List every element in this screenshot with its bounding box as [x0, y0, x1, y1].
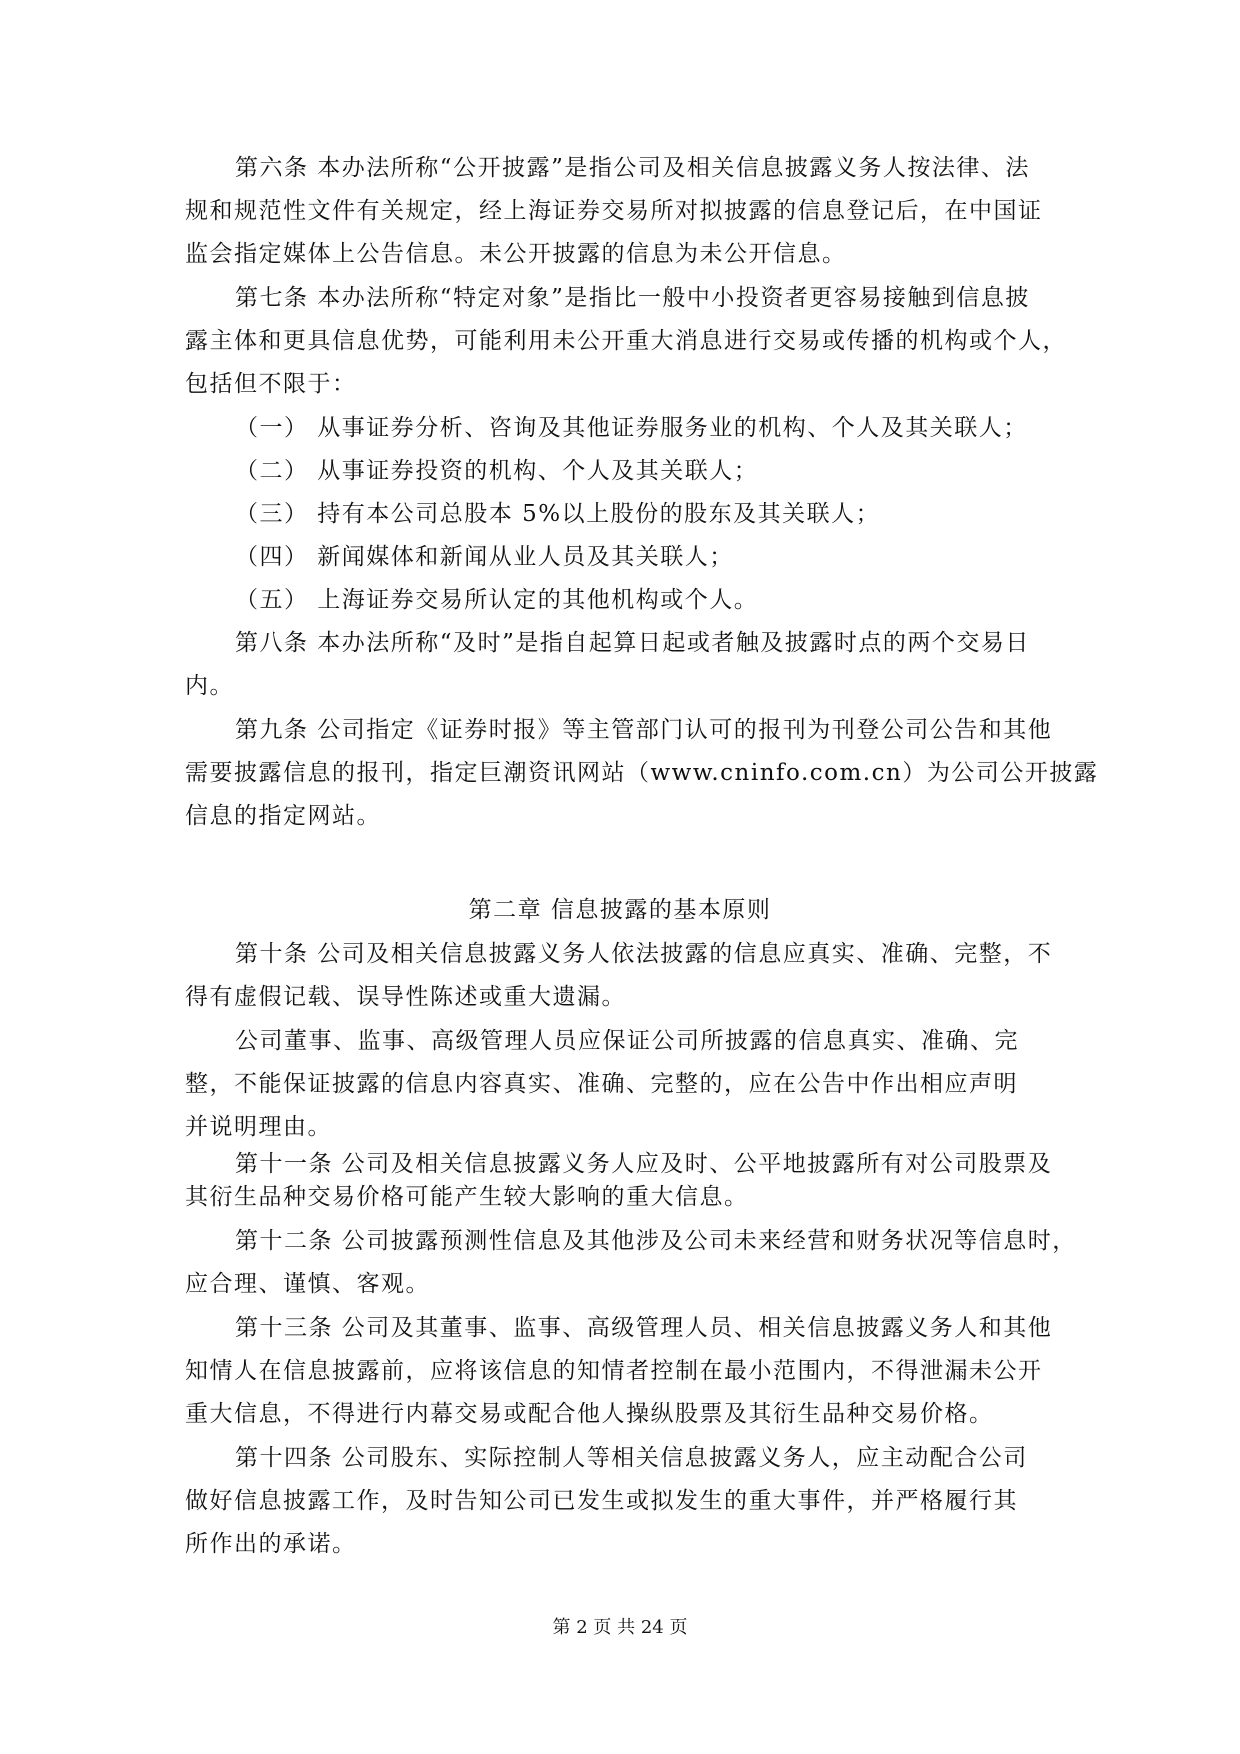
article-13-line: 重大信息，不得进行内幕交易或配合他人操纵股票及其衍生品种交易价格。 — [185, 1401, 994, 1427]
article-11-line: 其衍生品种交易价格可能产生较大影响的重大信息。 — [185, 1184, 749, 1210]
article-8-line: 第八条 本办法所称“及时”是指自起算日起或者触及披露时点的两个交易日 — [235, 630, 1030, 656]
article-14 — [185, 1437, 1028, 1566]
list-item: （三） 持有本公司总股本 5%以上股份的股东及其关联人； — [235, 501, 881, 527]
article-14-line: 所作出的承诺。 — [185, 1531, 357, 1557]
article-10-paragraph-2-line: 公司董事、监事、高级管理人员应保证公司所披露的信息真实、准确、完 — [235, 1028, 1019, 1054]
article-13-line: 知情人在信息披露前，应将该信息的知情者控制在最小范围内，不得泄漏未公开 — [185, 1358, 1043, 1384]
article-10-paragraph-2-line: 并说明理由。 — [185, 1114, 332, 1140]
article-11 — [185, 1148, 1052, 1214]
list-item: （一） 从事证券分析、咨询及其他证券服务业的机构、个人及其关联人； — [235, 415, 1028, 441]
article-9-line: 信息的指定网站。 — [185, 803, 381, 829]
article-12 — [185, 1220, 1077, 1306]
article-7-line: 露主体和更具信息优势，可能利用未公开重大消息进行交易或传播的机构或个人， — [185, 328, 1067, 354]
article-11-line: 第十一条 公司及相关信息披露义务人应及时、公平地披露所有对公司股票及 — [235, 1151, 1053, 1177]
article-7-line: 第七条 本办法所称“特定对象”是指比一般中小投资者更容易接触到信息披 — [235, 285, 1030, 311]
article-7 — [185, 277, 1067, 406]
article-10-paragraph-2-line: 整，不能保证披露的信息内容真实、准确、完整的，应在公告中作出相应声明 — [185, 1071, 1018, 1097]
article-9 — [185, 709, 1098, 838]
article-6-line: 第六条 本办法所称“公开披露”是指公司及相关信息披露义务人按法律、法 — [235, 155, 1030, 181]
list-item: （二） 从事证券投资的机构、个人及其关联人； — [235, 458, 759, 484]
list-item: （五） 上海证券交易所认定的其他机构或个人。 — [235, 587, 759, 613]
article-14-line: 做好信息披露工作，及时告知公司已发生或拟发生的重大事件，并严格履行其 — [185, 1488, 1018, 1514]
article-7-items — [185, 407, 1028, 622]
article-10-line: 得有虚假记载、误导性陈述或重大遗漏。 — [185, 984, 626, 1010]
article-12-line: 第十二条 公司披露预测性信息及其他涉及公司未来经营和财务状况等信息时， — [235, 1228, 1077, 1254]
list-item: （四） 新闻媒体和新闻从业人员及其关联人； — [235, 544, 734, 570]
article-6 — [185, 147, 1043, 276]
article-13 — [185, 1307, 1052, 1436]
article-14-line: 第十四条 公司股东、实际控制人等相关信息披露义务人，应主动配合公司 — [235, 1445, 1028, 1471]
article-10-line: 第十条 公司及相关信息披露义务人依法披露的信息应真实、准确、完整，不 — [235, 941, 1053, 967]
chapter-heading: 第二章 信息披露的基本原则 — [468, 897, 772, 923]
article-10-paragraph-2 — [185, 1020, 1019, 1149]
article-9-line: 第九条 公司指定《证券时报》等主管部门认可的报刊为刊登公司公告和其他 — [235, 717, 1053, 743]
article-6-line: 监会指定媒体上公告信息。未公开披露的信息为未公开信息。 — [185, 241, 847, 267]
article-12-line: 应合理、谨慎、客观。 — [185, 1271, 430, 1297]
article-8-line: 内。 — [185, 673, 234, 699]
article-10 — [185, 933, 1052, 1019]
article-8 — [185, 622, 1030, 708]
article-13-line: 第十三条 公司及其董事、监事、高级管理人员、相关信息披露义务人和其他 — [235, 1315, 1053, 1341]
article-9-line: 需要披露信息的报刊，指定巨潮资讯网站（www.cninfo.com.cn）为公司公开披露 — [185, 760, 1099, 786]
article-7-line: 包括但不限于： — [185, 371, 357, 397]
page-number: 第 2 页 共 24 页 — [552, 1617, 688, 1638]
article-6-line: 规和规范性文件有关规定，经上海证券交易所对拟披露的信息登记后，在中国证 — [185, 198, 1043, 224]
